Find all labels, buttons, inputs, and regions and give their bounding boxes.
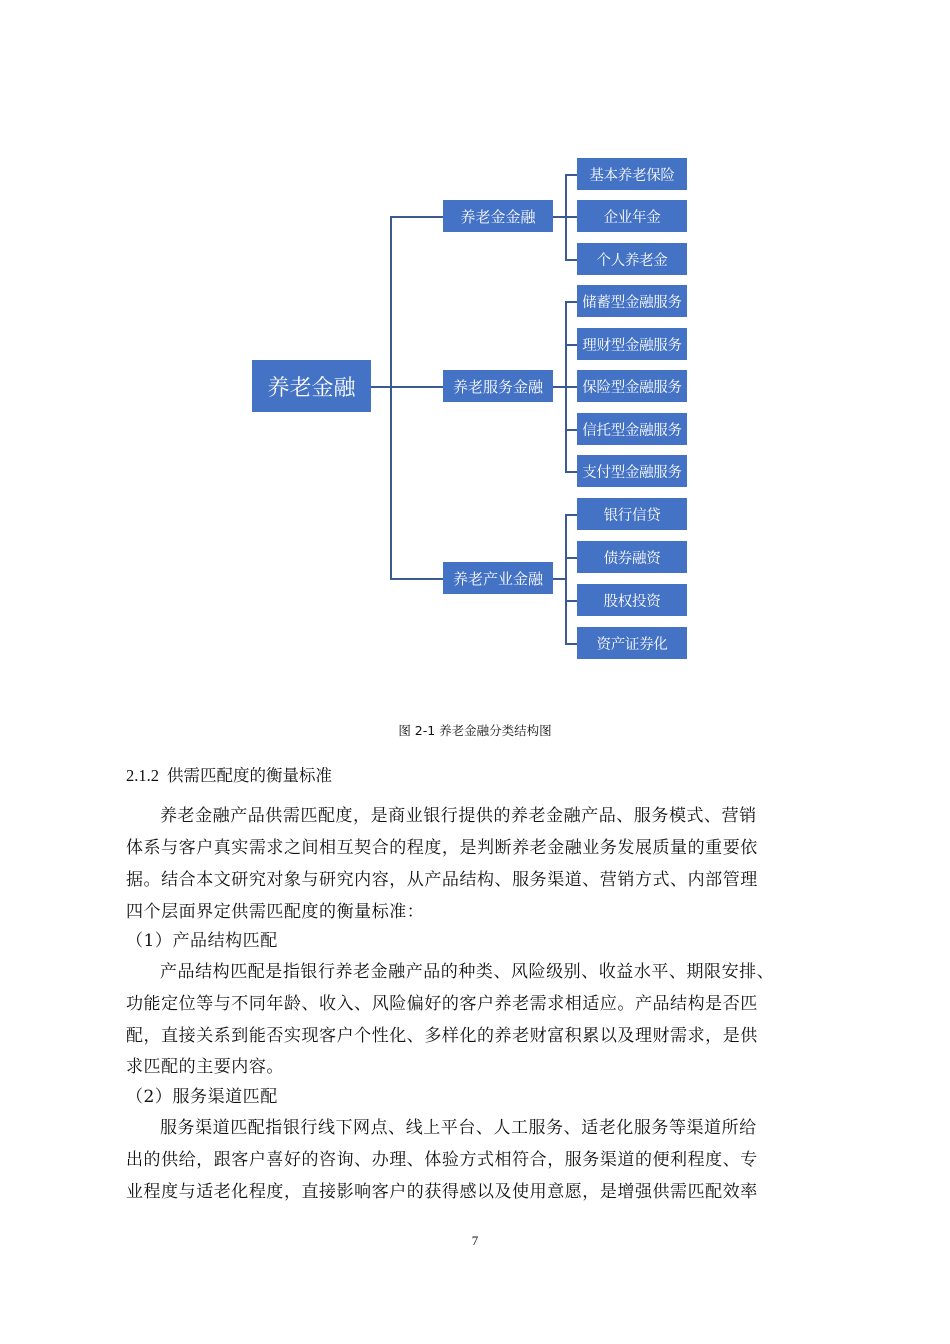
connector <box>565 344 577 346</box>
leaf-node: 个人养老金 <box>577 243 687 275</box>
connector <box>553 578 565 580</box>
leaf-node: 支付型金融服务 <box>577 455 687 487</box>
connector <box>565 514 577 516</box>
body-line: 配，直接关系到能否实现客户个性化、多样化的养老财富积累以及理财需求，是供 <box>126 1026 758 1046</box>
connector <box>565 557 577 559</box>
connector <box>565 216 577 218</box>
body-line: 据。结合本文研究对象与研究内容，从产品结构、服务渠道、营销方式、内部管理 <box>126 870 758 890</box>
connector <box>565 429 577 431</box>
connector <box>565 643 577 645</box>
body-line: 四个层面界定供需匹配度的衡量标准： <box>126 902 425 922</box>
connector <box>390 578 443 580</box>
body-line: 功能定位等与不同年龄、收入、风险偏好的客户养老需求相适应。产品结构是否匹 <box>126 994 758 1014</box>
body-line: 出的供给，跟客户喜好的咨询、办理、体验方式相符合，服务渠道的便利程度、专 <box>126 1150 758 1170</box>
root-node: 养老金融 <box>252 360 371 412</box>
connector <box>553 386 565 388</box>
leaf-node: 储蓄型金融服务 <box>577 285 687 317</box>
figure-caption: 图 2-1 养老金融分类结构图 <box>398 723 552 738</box>
leaf-node: 理财型金融服务 <box>577 328 687 360</box>
body-line: 产品结构匹配是指银行养老金融产品的种类、风险级别、收益水平、期限安排、 <box>160 962 775 982</box>
connector <box>565 600 577 602</box>
leaf-node: 基本养老保险 <box>577 158 687 190</box>
section-title: 供需匹配度的衡量标准 <box>167 766 332 785</box>
connector <box>565 471 577 473</box>
leaf-node: 银行信贷 <box>577 498 687 530</box>
leaf-node: 信托型金融服务 <box>577 413 687 445</box>
leaf-node: 资产证券化 <box>577 627 687 659</box>
body-line: 服务渠道匹配指银行线下网点、线上平台、人工服务、适老化服务等渠道所给 <box>160 1118 757 1138</box>
connector <box>565 259 577 261</box>
connector <box>553 216 565 218</box>
branch-node-service-finance: 养老服务金融 <box>443 370 553 402</box>
leaf-node: 股权投资 <box>577 584 687 616</box>
branch-node-pension-finance: 养老金金融 <box>443 200 553 232</box>
body-line: 求匹配的主要内容。 <box>126 1057 284 1077</box>
connector <box>371 386 443 388</box>
body-line: 体系与客户真实需求之间相互契合的程度，是判断养老金融业务发展质量的重要依 <box>126 838 758 858</box>
connector <box>565 514 567 643</box>
connector <box>565 386 577 388</box>
connector <box>565 174 577 176</box>
body-line: 养老金融产品供需匹配度，是商业银行提供的养老金融产品、服务模式、营销 <box>160 806 757 826</box>
leaf-node: 企业年金 <box>577 200 687 232</box>
section-number: 2.1.2 <box>126 766 159 785</box>
branch-node-industry-finance: 养老产业金融 <box>443 562 553 594</box>
body-line: 业程度与适老化程度，直接影响客户的获得感以及使用意愿，是增强供需匹配效率 <box>126 1182 758 1202</box>
section-heading <box>126 762 332 786</box>
page-number: 7 <box>471 1233 479 1248</box>
connector <box>565 301 577 303</box>
connector <box>390 216 443 218</box>
subsection-heading: （2）服务渠道匹配 <box>126 1087 278 1107</box>
connector <box>390 216 392 579</box>
subsection-heading: （1）产品结构匹配 <box>126 931 278 951</box>
leaf-node: 保险型金融服务 <box>577 370 687 402</box>
leaf-node: 债券融资 <box>577 541 687 573</box>
